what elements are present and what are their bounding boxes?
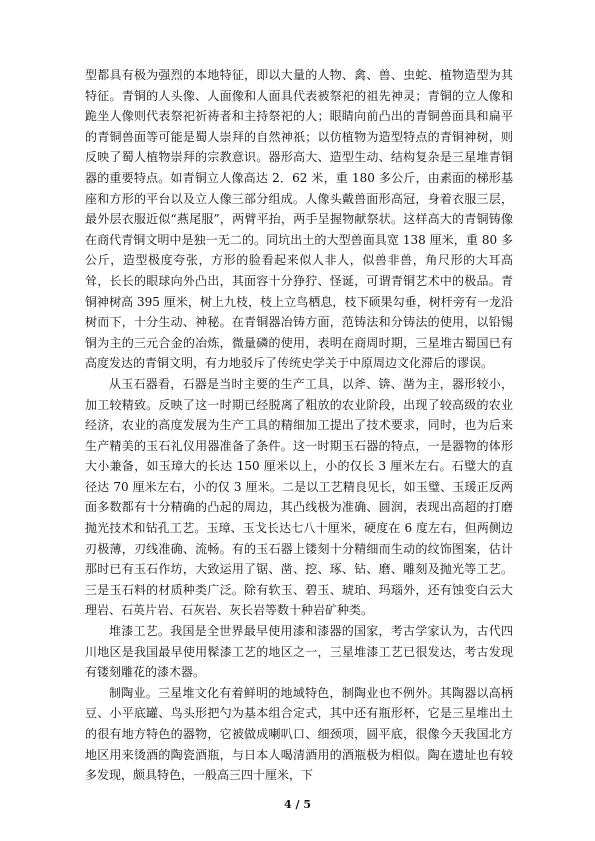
paragraph-lacquer: 堆漆工艺。我国是全世界最早使用漆和漆器的国家，考古学家认为，古代四川地区是我国最早使用髹漆工艺的地区之一，三星堆漆工艺已很发达，考古发现有镂刻雕花的漆木器。 <box>85 624 513 680</box>
paragraph-jade-stone: 从玉石器看，石器是当时主要的生产工具，以斧、锛、凿为主，器形较小，加工较精致。反映了这一时期已经脱离了粗放的农业阶段，出现了较高级的农业经济，农业的高度发展为生产工具的精细加工提出了技术要求，同时，也为后来生产精美的玉石礼仪用器准备了条件。这一时期玉石器的特点，一是器物的体形大小兼备，如玉璋大的长达 150 厘米以上，小的仅长 3 厘米左右。石璧大的直径达 70 厘米左右，小的仅 3 厘米。二是以工艺精良见长，如玉璧、玉瑗正反两面多数都有十分精确的凸起的周边，其凸线极为准确、圆润，表现出高超的打磨抛光技术和钻孔工艺。玉璋、玉戈长达七八十厘米，硬度在 6 度左右，但两侧边刃极薄，刃线准确、流畅。有的玉石器上镂刻十分精细而生动的纹饰图案，估计那时已有玉石作坊，大致运用了锯、凿、挖、琢、钻、磨、雕刻及抛光等工艺。三是玉石料的材质种类广泛。除有软玉、碧玉、琥珀、玛瑙外，还有蚀变白云大理岩、石英片岩、石灰岩、灰长岩等数十种岩矿种类。 <box>85 376 513 618</box>
page-number: 4 / 5 <box>284 798 311 811</box>
document-body <box>85 65 513 786</box>
paragraph-bronze: 型都具有极为强烈的本地特征，即以大量的人物、禽、兽、虫蛇、植物造型为其特征。青铜的人头像、人面像和人面具代表被祭祀的祖先神灵；青铜的立人像和跪坐人像则代表祭祀祈祷者和主持祭祀的人；眼睛向前凸出的青铜兽面具和扁平的青铜兽面等可能是蜀人崇拜的自然神祇；以仿植物为造型特点的青铜神树，则反映了蜀人植物崇拜的宗教意识。器形高大、造型生动、结构复杂是三星堆青铜器的重要特点。如青铜立人像高达 2．62 米，重 180 多公斤，由素面的梯形基座和方形的平台以及立人像三部分组成。人像头戴兽面形高冠，身着衣服三层，最外层衣服近似“燕尾服”，两臂平抬，两手呈握物献祭状。这样高大的青铜铸像在商代青铜文明中是独一无二的。同坑出土的大型兽面具宽 138 厘米，重 80 多公斤，造型极度夸张，方形的脸看起来似人非人，似兽非兽，角尺形的大耳高耸，长长的眼球向外凸出，其面容十分狰狞、怪诞，可谓青铜艺术中的极品。青铜神树高 395 厘米，树上九枝，枝上立鸟栖息，枝下硕果勾垂，树杆旁有一龙沿树而下，十分生动、神秘。在青铜器冶铸方面，范铸法和分铸法的使用，以铅锡铜为主的三元合金的冶炼，微量磷的使用，表明在商周时期，三星堆古蜀国已有高度发达的青铜文明，有力地驳斥了传统史学关于中原周边文化滞后的谬误。 <box>85 68 513 371</box>
paragraph-pottery: 制陶业。三星堆文化有着鲜明的地域特色，制陶业也不例外。其陶器以高柄豆、小平底罐、鸟头形把勺为基本组合定式，其中还有瓶形杯，它是三星堆出土的很有地方特色的器物，它被做成喇叭口、细颈项，圆平底，很像今天我国北方地区用来烫酒的陶瓷酒瓶，与日本人喝清酒用的酒瓶极为相似。陶在遗址也有较多发现，颇具特色，一般高三四十厘米，下 <box>85 685 513 783</box>
